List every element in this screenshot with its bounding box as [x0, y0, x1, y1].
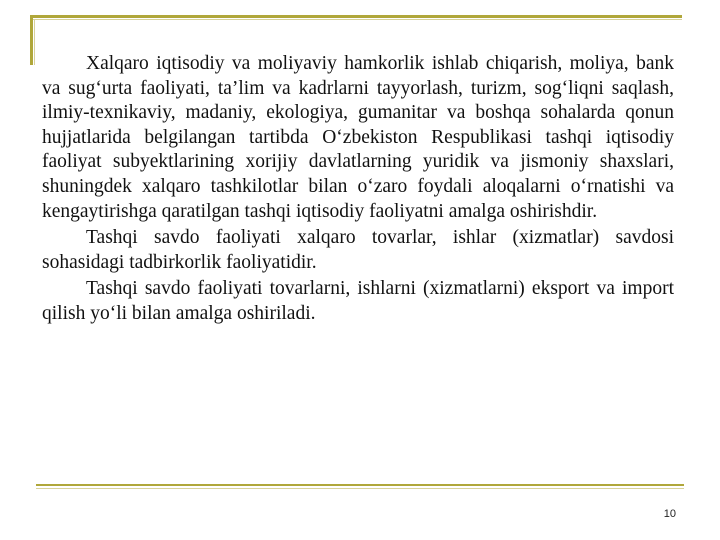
frame-bottom-line: [36, 484, 684, 486]
paragraph-3: Tashqi savdo faoliyati tovarlarni, ishlarni (xizmatlarni) eksport va import qilish yo‘li bilan amalga oshiriladi.: [42, 278, 674, 324]
page-number: 10: [663, 508, 676, 520]
paragraph-2: Tashqi savdo faoliyati xalqaro tovarlar, ishlar (xizmatlar) savdosi sohasidagi tadbirkorlik faoliyatidir.: [42, 227, 674, 273]
frame-top-line: [30, 15, 682, 18]
paragraph-1: Xalqaro iqtisodiy va moliyaviy hamkorlik ishlab chiqarish, moliya, bank va sug‘urta faoliyati, ta’lim va kadrlarni tayyorlash, turizm, sog‘liqni saqlash, ilmiy-texnikaviy, madaniy, ekologiya, gumanitar va boshqa sohalarda qonun hujjatlarida belgilangan tartibda O‘zbekiston Respublikasi tashqi iqtisodiy faoliyat subyektlarining xorijiy davlatlarning yuridik va jismoniy shaxslari, shuningdek xalqaro tashkilotlar bilan o‘zaro foydali aloqalarni o‘rnatishi va kengaytirishga qaratilgan tashqi iqtisodiy faoliyatni amalga oshirishdir.: [42, 53, 674, 222]
frame-bottom-shadow-line: [36, 488, 684, 489]
frame-left-shadow-line: [34, 19, 35, 65]
frame-left-line: [30, 15, 33, 65]
frame-top-shadow-line: [30, 19, 682, 20]
document-body: [42, 52, 674, 329]
